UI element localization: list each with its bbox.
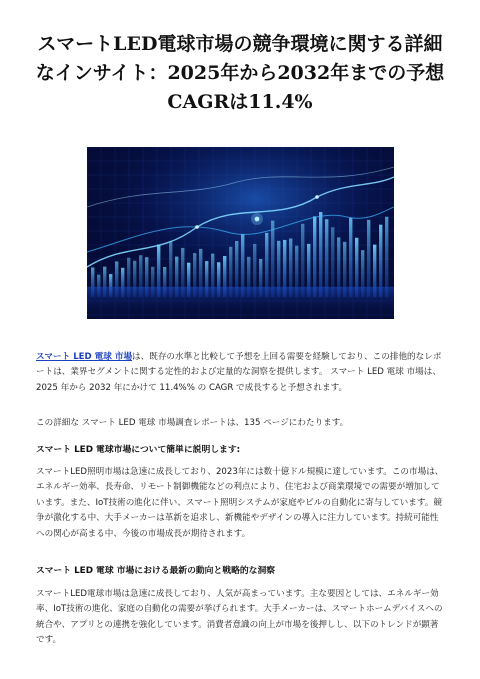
intro-paragraph — [36, 350, 446, 396]
section-body-overview: スマートLED照明市場は急速に成長しており、2023年には数十億ドル規模に達しています。この市場は、エネルギー効率、長寿命、リモート制御機能などの利点により、住宅および商業環境での需要が増加しています。また、IoT技術の進化に伴い、スマート照明システムが家庭やビルの自動化に寄与しています。競争が激化する中、大手メーカーは革新を追求し、新機能やデザインの導入に注力しています。持続可能性への関心が高まる中、今後の市場成長が期待されます。 — [36, 467, 444, 539]
title-line-3: CAGRは11.4% — [167, 91, 313, 113]
section-heading-trends: スマート LED 電球 市場における最新の動向と戦略的な洞察 — [36, 566, 276, 576]
decorative-bar — [301, 224, 304, 297]
decorative-bar — [331, 227, 334, 297]
financial-chart-image — [87, 147, 394, 319]
decorative-bar — [319, 212, 322, 297]
decorative-bar — [313, 216, 316, 297]
market-link[interactable]: スマート LED 電球 市場 — [36, 352, 133, 362]
title-line-1: スマートLED電球市場の競争環境に関する詳細 — [37, 33, 443, 55]
section-heading-overview: スマート LED 電球市場について簡単に説明します: — [36, 445, 241, 455]
decorative-bar — [325, 219, 328, 297]
page-title — [30, 30, 450, 117]
decorative-bar — [367, 220, 370, 297]
section-body-trends: スマートLED電球市場は急速に成長しており、人気が高まっています。主な要因としては、エネルギー効率、IoT技術の進化、家庭の自動化の需要が挙げられます。大手メーカーは、スマートホームデバイスへの統合や、アプリとの連携を強化しています。消費者意識の向上が市場を後押しし、以下のトレンドが顕著です。 — [36, 589, 443, 646]
hero-graphic — [87, 147, 394, 319]
intro-text: は、既存の水準と比較して予想を上回る需要を経験しており、この排他的なレポートは、業界セグメントに関する定性的および定量的な洞察を提供します。 スマート LED 電球 市場は、2025 年から 2032 年にかけて 11.4%% の CAGR で成長すると予想されます。 — [36, 352, 442, 393]
title-line-2: なインサイト：2025年から2032年までの予想 — [35, 62, 445, 84]
pages-note: この詳細な スマート LED 電球 市場調査レポートは、135 ページにわたります。 — [36, 418, 349, 428]
decorative-bar — [379, 225, 382, 297]
decorative-bar — [271, 221, 274, 297]
decorative-bar — [349, 218, 352, 297]
decorative-bar — [385, 217, 388, 297]
